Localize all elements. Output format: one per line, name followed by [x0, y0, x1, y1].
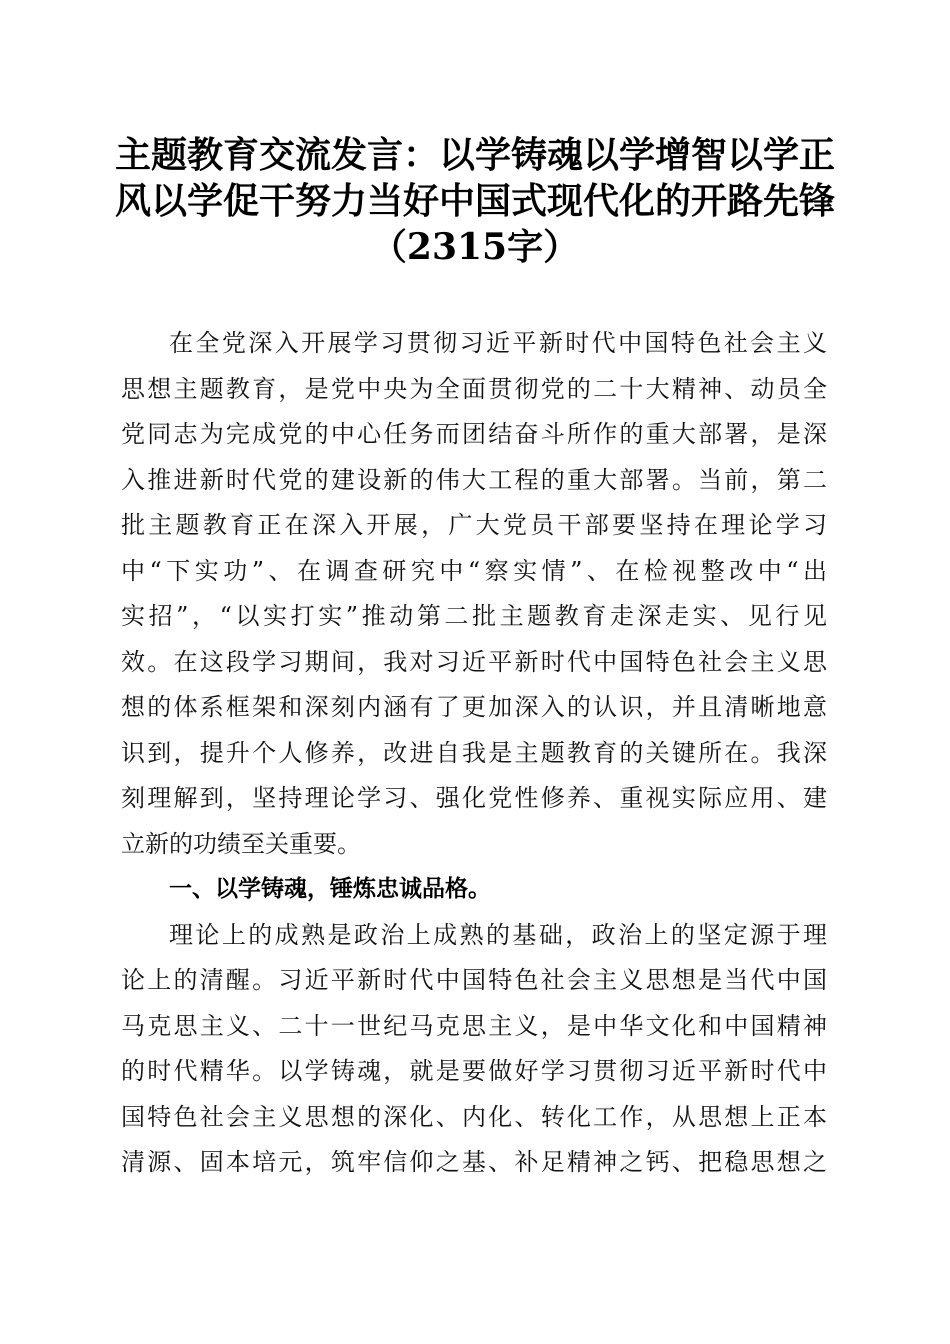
- section-heading: 一、以学铸魂，锤炼忠诚品格。: [169, 876, 491, 902]
- text-line: 国特色社会主义思想的深化、内化、转化工作，从思想上正本: [121, 1102, 827, 1131]
- text-line: 想的体系框架和深刻内涵有了更加深入的认识，并且清晰地意: [121, 693, 827, 721]
- text-line: 马克思主义、二十一世纪马克思主义，是中华文化和中国精神: [121, 1011, 827, 1040]
- title-line: 风以学促干努力当好中国式现代化的开路先锋: [114, 180, 835, 222]
- text-line: 在全党深入开展学习贯彻习近平新时代中国特色社会主义: [169, 329, 827, 357]
- text-line: 清源、固本培元，筑牢信仰之基、补足精神之钙、把稳思想之: [121, 1148, 827, 1176]
- title-line: 主题教育交流发言：以学铸魂以学增智以学正: [114, 134, 835, 176]
- text-line: 识到，提升个人修养，改进自我是主题教育的关键所在。我深: [121, 738, 827, 767]
- text-line: 实招”，“以实打实”推动第二批主题教育走深走实、见行见: [121, 602, 827, 630]
- text-line: 立新的功绩至关重要。: [121, 829, 361, 858]
- text-line: 效。在这段学习期间，我对习近平新时代中国特色社会主义思: [121, 647, 827, 676]
- text-line: 思想主题教育，是党中央为全面贯彻党的二十大精神、动员全: [121, 374, 827, 403]
- document-body: [121, 321, 827, 1186]
- text-line: 批主题教育正在深入开展，广大党员干部要坚持在理论学习: [121, 511, 827, 539]
- text-line: 刻理解到，坚持理论学习、强化党性修养、重视实际应用、建: [121, 784, 827, 812]
- paragraph-section1: [121, 913, 827, 1186]
- text-line: 入推进新时代党的建设新的伟大工程的重大部署。当前，第二: [121, 465, 827, 494]
- title-word-count: （2315字）: [370, 226, 580, 268]
- text-line: 中“下实功”、在调查研究中“察实情”、在检视整改中“出: [121, 556, 827, 585]
- paragraph-intro: [121, 321, 827, 867]
- text-line: 的时代精华。以学铸魂，就是要做好学习贯彻习近平新时代中: [121, 1057, 827, 1085]
- text-line: 党同志为完成党的中心任务而团结奋斗所作的重大部署，是深: [121, 420, 827, 448]
- text-line: 理论上的成熟是政治上成熟的基础，政治上的坚定源于理: [169, 920, 827, 949]
- text-line: 论上的清醒。习近平新时代中国特色社会主义思想是当代中国: [121, 966, 827, 994]
- document-title: [100, 132, 850, 270]
